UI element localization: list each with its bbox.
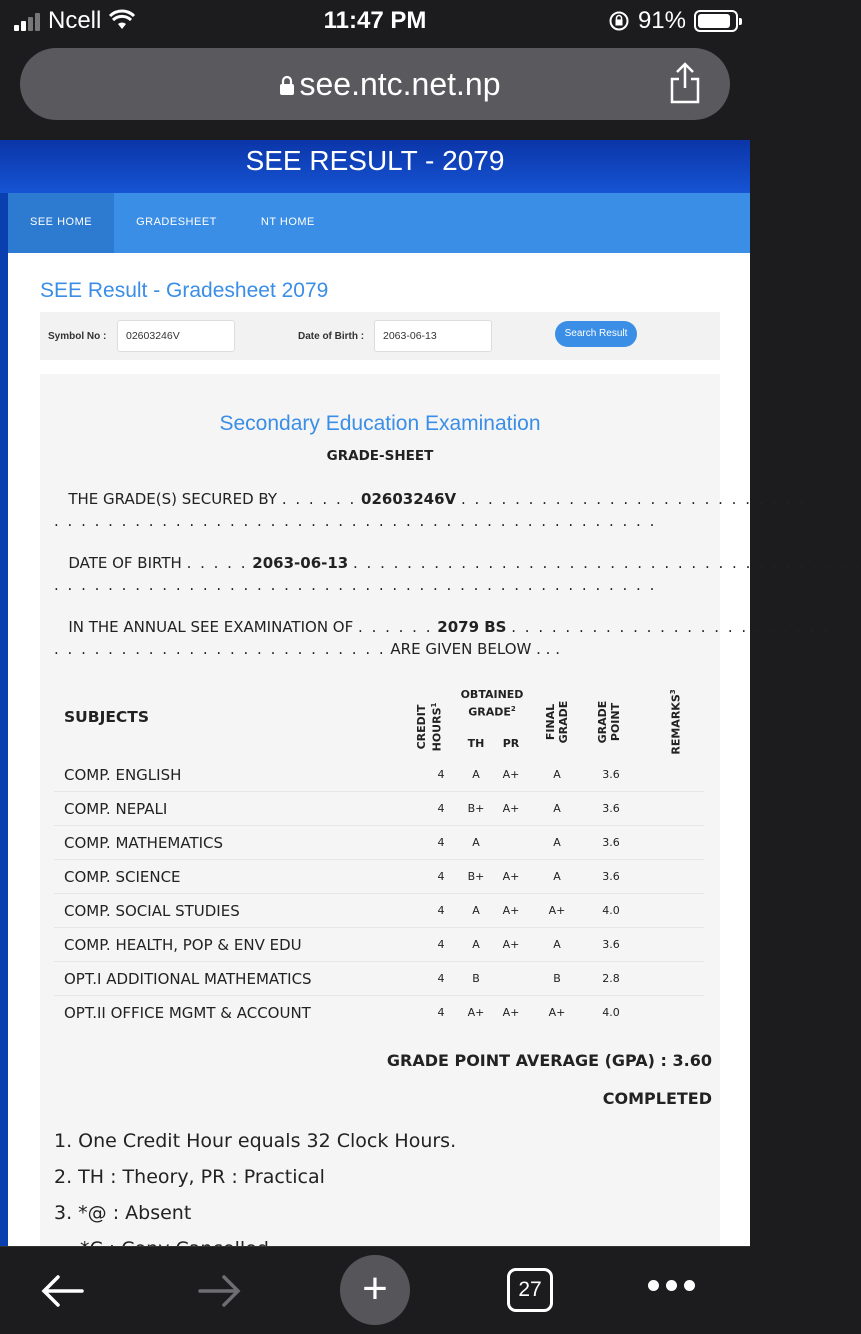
dob-line: DATE OF BIRTH . . . . . 2063-06-13 . . . . . . . . . . . . . . . . . . . . . . . . . . . . . . . . . . . . . . — [68, 554, 861, 572]
main-content — [8, 253, 861, 1253]
table-row — [54, 928, 704, 962]
final-grade: A — [553, 870, 561, 883]
note-3: 3. *@ : Absent — [54, 1202, 192, 1224]
table-row — [54, 860, 704, 894]
symbol-input[interactable]: 02603246V — [117, 320, 235, 352]
symbol-number: 02603246V — [361, 490, 457, 508]
status-bar — [0, 0, 750, 42]
plus-icon: + — [362, 1264, 388, 1313]
th-header: TH — [467, 737, 485, 750]
web-page — [0, 140, 861, 1246]
dob-label: Date of Birth : — [298, 331, 365, 342]
pr-grade: A+ — [502, 1006, 520, 1019]
table-row — [54, 758, 704, 792]
carrier-name: Ncell — [48, 7, 102, 34]
dob-value: 2063-06-13 — [252, 554, 349, 572]
more-icon[interactable] — [648, 1280, 695, 1291]
symbol-label: Symbol No : — [48, 331, 107, 342]
remarks-header: REMARKS$^3$ — [669, 689, 683, 755]
credit-hours: 4 — [437, 1006, 445, 1019]
site-header-title: SEE RESULT - 2079 — [0, 140, 750, 193]
th-grade: A — [472, 904, 480, 917]
exam-title: Secondary Education Examination — [219, 412, 541, 435]
table-row — [54, 962, 704, 996]
th-grade: B+ — [467, 870, 485, 883]
table-row — [54, 996, 704, 1030]
subject-name: COMP. SOCIAL STUDIES — [64, 902, 240, 920]
dob-text-label: DATE OF BIRTH — [68, 554, 182, 572]
credit-hours-header: CREDIT HOURS$^1$ — [415, 702, 444, 752]
given-below: ARE GIVEN BELOW . . . — [390, 640, 560, 658]
share-icon[interactable] — [668, 62, 702, 104]
battery-icon — [694, 10, 738, 32]
exam-of-label: IN THE ANNUAL SEE EXAMINATION OF — [68, 618, 354, 636]
completed-status: COMPLETED — [602, 1089, 712, 1108]
final-grade: A — [553, 802, 561, 815]
lock-icon — [279, 76, 295, 96]
subject-name: OPT.I ADDITIONAL MATHEMATICS — [64, 970, 312, 988]
table-row — [54, 894, 704, 928]
credit-hours: 4 — [437, 938, 445, 951]
grade-point: 3.6 — [602, 802, 620, 815]
forward-icon[interactable] — [196, 1271, 244, 1311]
search-result-button[interactable]: Search Result — [555, 321, 637, 347]
exam-year-line: IN THE ANNUAL SEE EXAMINATION OF . . . . . . 2079 BS . . . . . . . . . . . . . . . . . . . . . . . . — [68, 618, 830, 636]
credit-hours: 4 — [437, 768, 445, 781]
back-icon[interactable] — [38, 1271, 86, 1311]
site-navbar — [8, 193, 750, 253]
grade-point: 3.6 — [602, 938, 620, 951]
grade-point: 4.0 — [602, 904, 620, 917]
th-grade: A — [472, 836, 480, 849]
th-grade: A — [472, 938, 480, 951]
grade-point: 2.8 — [602, 972, 620, 985]
final-grade: A — [553, 768, 561, 781]
page-title: SEE Result - Gradesheet 2079 — [40, 279, 329, 302]
new-tab-button[interactable] — [340, 1255, 410, 1325]
subject-name: COMP. HEALTH, POP & ENV EDU — [64, 936, 302, 954]
exam-year: 2079 BS — [437, 618, 507, 636]
secured-by-line: THE GRADE(S) SECURED BY . . . . . . 02603246V . . . . . . . . . . . . . . . . . . . . . . . . . . — [68, 490, 807, 508]
subject-name: COMP. SCIENCE — [64, 868, 181, 886]
gpa-value: GRADE POINT AVERAGE (GPA) : 3.60 — [386, 1051, 712, 1070]
rotation-lock-icon — [608, 10, 630, 32]
search-form — [40, 312, 720, 360]
browser-toolbar — [0, 1246, 750, 1334]
address-bar[interactable] — [20, 48, 730, 120]
grade-point-header: GRADE POINT — [596, 700, 622, 744]
pr-grade: A+ — [502, 802, 520, 815]
grade-point: 3.6 — [602, 768, 620, 781]
subjects-header: SUBJECTS — [64, 708, 150, 726]
pr-grade: A+ — [502, 938, 520, 951]
note-1: 1. One Credit Hour equals 32 Clock Hours. — [54, 1130, 457, 1152]
clock: 11:47 PM — [323, 7, 427, 34]
grade-sheet: Secondary Education Examination GRADE-SHEET THE GRADE(S) SECURED BY . . . . . . 02603246V . . . . . . . . . . . . . . . . . . . . . . . . . . . . . . . . . . . . . . . . . . . . . . . . . . . . . . . . . . . . . . . . . . . . . . . DATE OF BIRTH . . . . . 2063-06-13 . . . . . . . . . . . . . . . . . . . . . . . . . . . . . . . . . . . . . . . . . . . . . . . . . . . . . . . . . . . . . . . . . . . . . . . . . . . . . . . . . . . IN THE ANNUAL SEE EXAMINATION OF . . . . . . 2079 BS . . . . . . . . . . . . . . . . . . . . . . . . . . . . . . . . . . . . . . . . . . . . . . . . . ARE GIVEN BELOW . . . SUBJECTS CREDIT HOURS$^1$ OBTAINED GRADE$^2$ TH PR FINAL GRADE GRADE POINT REMARKS$^3$ COMP. ENGLISH 4 A A+ A 3.6 COMP. NEPALI 4 B+ A+ A 3.6 COMP. MATHEMATICS 4 A A 3.6 COMP. SCIENCE 4 B+ A+ A 3.6 COMP. SOCIAL STUDIES 4 A A+ A+ 4.0 COMP. HEALTH, POP & ENV EDU 4 A A+ A 3.6 OPT.I ADDITIONAL MATHEMATICS 4 B B 2.8 OPT.II OFFICE MGMT & ACCOUNT 4 A+ A+ A+ 4.0 GRADE POINT AVERAGE (GPA) : 3.60 COMPLETED 1. One Credit Hour equals 32 Clock Hours. 2. TH : Theory, PR : Practical 3. *@ : Absent — [40, 374, 720, 1254]
final-grade: B — [553, 972, 561, 985]
pr-header: PR — [502, 737, 520, 750]
pr-grade: A+ — [502, 904, 520, 917]
subject-name: COMP. MATHEMATICS — [64, 834, 224, 852]
credit-hours: 4 — [437, 836, 445, 849]
final-grade: A+ — [548, 1006, 566, 1019]
final-grade: A+ — [548, 904, 566, 917]
tabs-button[interactable]: 27 — [507, 1268, 553, 1312]
credit-hours: 4 — [437, 904, 445, 917]
credit-hours: 4 — [437, 972, 445, 985]
grade-sheet-title: GRADE-SHEET — [326, 448, 434, 464]
final-grade: A — [553, 836, 561, 849]
subject-name: COMP. NEPALI — [64, 800, 168, 818]
secured-by-label: THE GRADE(S) SECURED BY — [68, 490, 278, 508]
th-grade: B — [472, 972, 480, 985]
note-2: 2. TH : Theory, PR : Practical — [54, 1166, 325, 1188]
th-grade: A+ — [467, 1006, 485, 1019]
url-text: see.ntc.net.np — [299, 66, 501, 102]
battery-percent: 91% — [637, 7, 686, 34]
table-row — [54, 826, 704, 860]
pr-grade: A+ — [502, 768, 520, 781]
pr-grade: A+ — [502, 870, 520, 883]
final-grade-header: FINAL GRADE — [544, 700, 570, 744]
credit-hours: 4 — [437, 870, 445, 883]
th-grade: B+ — [467, 802, 485, 815]
grade-point: 4.0 — [602, 1006, 620, 1019]
nav-nt-home[interactable]: NT HOME — [260, 216, 315, 228]
nav-see-home[interactable]: SEE HOME — [8, 193, 114, 253]
grade-point: 3.6 — [602, 836, 620, 849]
subject-name: OPT.II OFFICE MGMT & ACCOUNT — [64, 1004, 311, 1022]
final-grade: A — [553, 938, 561, 951]
dob-input[interactable]: 2063-06-13 — [374, 320, 492, 352]
table-row — [54, 792, 704, 826]
th-grade: A — [472, 768, 480, 781]
obtained-grade-header: OBTAINED GRADE$^2$ — [460, 688, 524, 719]
credit-hours: 4 — [437, 802, 445, 815]
nav-gradesheet[interactable]: GRADESHEET — [136, 216, 217, 228]
subject-name: COMP. ENGLISH — [64, 766, 182, 784]
grade-point: 3.6 — [602, 870, 620, 883]
